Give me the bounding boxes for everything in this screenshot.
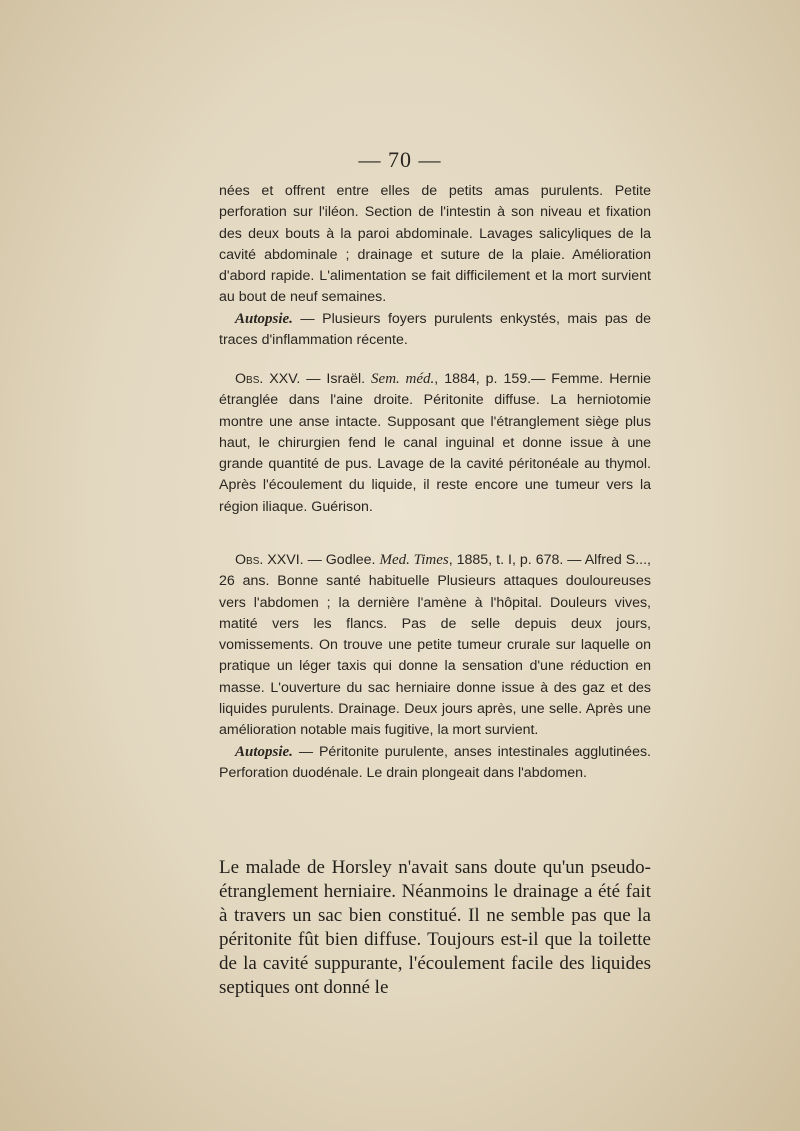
obs-text: , 1885, t. I, p. 678. — Alfred S..., 26 ans. Bonne santé habituelle Plusieurs attaques douloureuses vers l'abdomen ; la dernière l'amène à l'hôpital. Douleurs vives, matité vers les flancs. Pas de selle depuis deux jours, vomissements. On trouve une petite tumeur crurale sur laquelle on pratique un léger taxis qui donne la sensation d'une réduction en masse. L'ouverture du sac herniaire donne issue à des gaz et des liquides purulents. Drainage. Deux jours après, une selle. Après une amélioration notable mais fugitive, la mort survient. (219, 552, 651, 739)
autopsy-label: Autopsie. (235, 310, 293, 327)
autopsy-text: — Plusieurs foyers purulents enkystés, mais pas de traces d'inflammation récente. (219, 310, 651, 349)
observation-xxvi (219, 550, 651, 784)
obs-journal: Sem. méd. (371, 371, 435, 387)
autopsy-label: Autopsie. (235, 743, 293, 760)
page-number: — 70 — (358, 147, 442, 172)
obs-author: — Israël. (300, 371, 372, 387)
observation-xxv (219, 369, 651, 518)
obs-label: Obs. XXV. (235, 371, 301, 387)
obs-author: — Godlee. (303, 552, 380, 568)
continuation-paragraph (219, 181, 651, 351)
autopsy-text: — Péritonite purulente, anses intestinales agglutinées. Perforation duodénale. Le drain plongeait dans l'abdomen. (219, 743, 651, 781)
obs-journal: Med. Times (379, 552, 449, 568)
obs-text: , 1884, p. 159.— Femme. Hernie étranglée dans l'aine droite. Péritonite diffuse. La herniotomie montre une anse intacte. Supposant que l'étranglement siège plus haut, le chirurgien fend le canal inguinal et donne issue à une grande quantité de pus. Lavage de la cavité péritonéale au thymol. Après l'écoulement du liquide, il reste encore une tumeur vers la région iliaque. Guérison. (219, 371, 652, 515)
continuation-text: nées et offrent entre elles de petits amas purulents. Petite perforation sur l'iléon. Section de l'intestin à son niveau et fixation des deux bouts à la paroi abdominale. Lavages salicyliques de la cavité abdominale ; drainage et suture de la plaie. Amélioration d'abord rapide. L'alimentation se fait difficilement et la mort survient au bout de neuf semaines. (219, 183, 651, 306)
obs-label: Obs. XXVI. (235, 552, 304, 568)
main-text: Le malade de Horsley n'avait sans doute qu'un pseudo-étranglement herniaire. Néanmoins le drainage a été fait à travers un sac bien constitué. Il ne semble pas que la péritonite fût bien diffuse. Toujours est-il que la toilette de la cavité suppurante, l'écoulement facile des liquides septiques ont donné le (219, 857, 651, 998)
main-paragraph (219, 856, 651, 1000)
